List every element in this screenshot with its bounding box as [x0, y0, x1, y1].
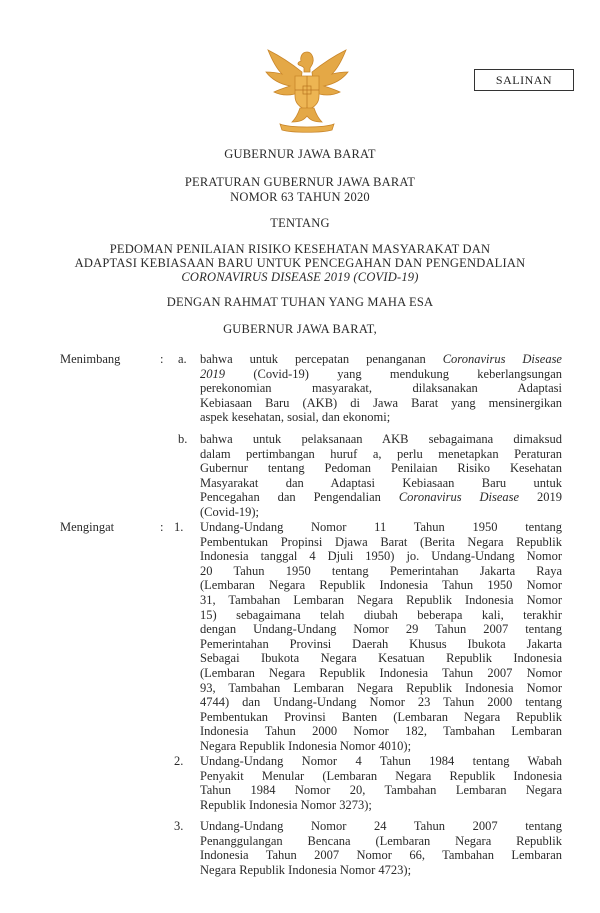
subject-line-2: ADAPTASI KEBIASAAN BARU UNTUK PENCEGAHAN DAN PENGENDALIAN [74, 256, 526, 270]
regulation-title: PERATURAN GUBERNUR JAWA BARAT [184, 175, 416, 189]
text-line: Undang-Undang Nomor 11 Tahun 1950 tentang [200, 520, 562, 534]
issuer-heading-2: GUBERNUR JAWA BARAT, [223, 322, 377, 336]
subject-line-1: PEDOMAN PENILAIAN RISIKO KESEHATAN MASYARAKAT DAN [109, 242, 491, 256]
text-line: (Lembaran Negara Republik Indonesia Tahun 2007 Nomor [200, 665, 562, 680]
text-line: bahwa untuk percepatan penanganan Coronavirus Disease [200, 352, 562, 366]
text-line: Pembentukan Propinsi Djawa Barat (Berita Negara Republik [200, 534, 562, 549]
copy-stamp: SALINAN [474, 69, 574, 91]
mengingat-label: Mengingat [60, 520, 115, 534]
text-line: Tahun 1984 Nomor 20, Tambahan Lembaran Negara [200, 783, 562, 798]
text-line: Republik Indonesia Nomor 3273); [200, 797, 372, 812]
text-line: Penyakit Menular (Lembaran Negara Republik Indonesia [200, 768, 562, 783]
garuda-emblem-icon [262, 42, 352, 134]
about-label: TENTANG [270, 216, 330, 230]
menimbang-marker-b: b. [178, 432, 188, 446]
text-line: bahwa untuk pelaksanaan AKB sebagaimana dimaksud [200, 432, 562, 446]
text-line: Masyarakat dan Adaptasi Kebiasaan Baru untuk [200, 475, 562, 490]
text-line: Negara Republik Indonesia Nomor 4010); [200, 738, 412, 753]
issuer-heading: GUBERNUR JAWA BARAT [224, 147, 376, 161]
text-line: Sebagai Ibukota Negara Kesatuan Republik Indonesia [200, 651, 562, 666]
text-line: Undang-Undang Nomor 24 Tahun 2007 tentang [200, 819, 562, 833]
menimbang-item-a [200, 352, 562, 425]
mengingat-item-3 [200, 819, 562, 877]
text-line: Indonesia tanggal 4 Djuli 1950) jo. Undang-Undang Nomor [200, 549, 562, 564]
text-line: Pemerintahan Provinsi Daerah Khusus Ibukota Jakarta [200, 636, 562, 651]
mengingat-item-2 [200, 754, 562, 812]
text-line: 20 Tahun 1950 tentang Pemerintahan Jakarta Raya [200, 563, 562, 578]
text-line: Gubernur tentang Pedoman Penilaian Risiko Kesehatan [200, 461, 562, 476]
text-line: 93, Tambahan Lembaran Negara Republik Indonesia Nomor [200, 680, 562, 695]
blessing-line: DENGAN RAHMAT TUHAN YANG MAHA ESA [166, 295, 434, 309]
subject-line-3: CORONAVIRUS DISEASE 2019 (COVID-19) [181, 270, 419, 284]
text-line: 31, Tambahan Lembaran Negara Republik Indonesia Nomor [200, 592, 562, 607]
text-line: perekonomian masyarakat, dilaksanakan Adaptasi [200, 381, 562, 396]
text-line: Indonesia Tahun 2000 Nomor 182, Tambahan Lembaran [200, 724, 562, 739]
menimbang-marker-a: a. [178, 352, 187, 366]
text-line: 15) sebagaimana telah diubah beberapa kali, terakhir [200, 607, 562, 622]
text-line: Pencegahan dan Pengendalian Coronavirus Disease 2019 [200, 490, 562, 505]
regulation-number: NOMOR 63 TAHUN 2020 [230, 190, 370, 204]
menimbang-item-b [200, 432, 562, 520]
text-line: Negara Republik Indonesia Nomor 4723); [200, 862, 412, 877]
text-line: dengan Undang-Undang Nomor 29 Tahun 2007 tentang [200, 622, 562, 637]
mengingat-item-1 [200, 520, 562, 754]
text-line: Undang-Undang Nomor 4 Tahun 1984 tentang Wabah [200, 754, 562, 768]
mengingat-marker-3: 3. [174, 819, 184, 833]
text-line: Penanggulangan Bencana (Lembaran Negara Republik [200, 833, 562, 848]
menimbang-colon: : [160, 352, 164, 366]
text-line: dalam pertimbangan huruf a, perlu menetapkan Peraturan [200, 446, 562, 461]
text-line: 2019 (Covid-19) yang mendukung keberlangsungan [200, 366, 562, 381]
text-line: aspek kesehatan, sosial, dan ekonomi; [200, 410, 391, 425]
mengingat-marker-1: 1. [174, 520, 184, 534]
text-line: 4744) dan Undang-Undang Nomor 23 Tahun 2000 tentang [200, 695, 562, 710]
text-line: Kebiasaan Baru (AKB) di Jawa Barat yang mensinergikan [200, 395, 562, 410]
text-line: (Covid-19); [200, 504, 260, 519]
text-line: Pembentukan Provinsi Banten (Lembaran Negara Republik [200, 709, 562, 724]
mengingat-marker-2: 2. [174, 754, 184, 768]
text-line: Indonesia Tahun 2007 Nomor 66, Tambahan Lembaran [200, 848, 562, 863]
mengingat-colon: : [160, 520, 164, 534]
text-line: (Lembaran Negara Republik Indonesia Tahun 1950 Nomor [200, 578, 562, 593]
menimbang-label: Menimbang [60, 352, 121, 366]
